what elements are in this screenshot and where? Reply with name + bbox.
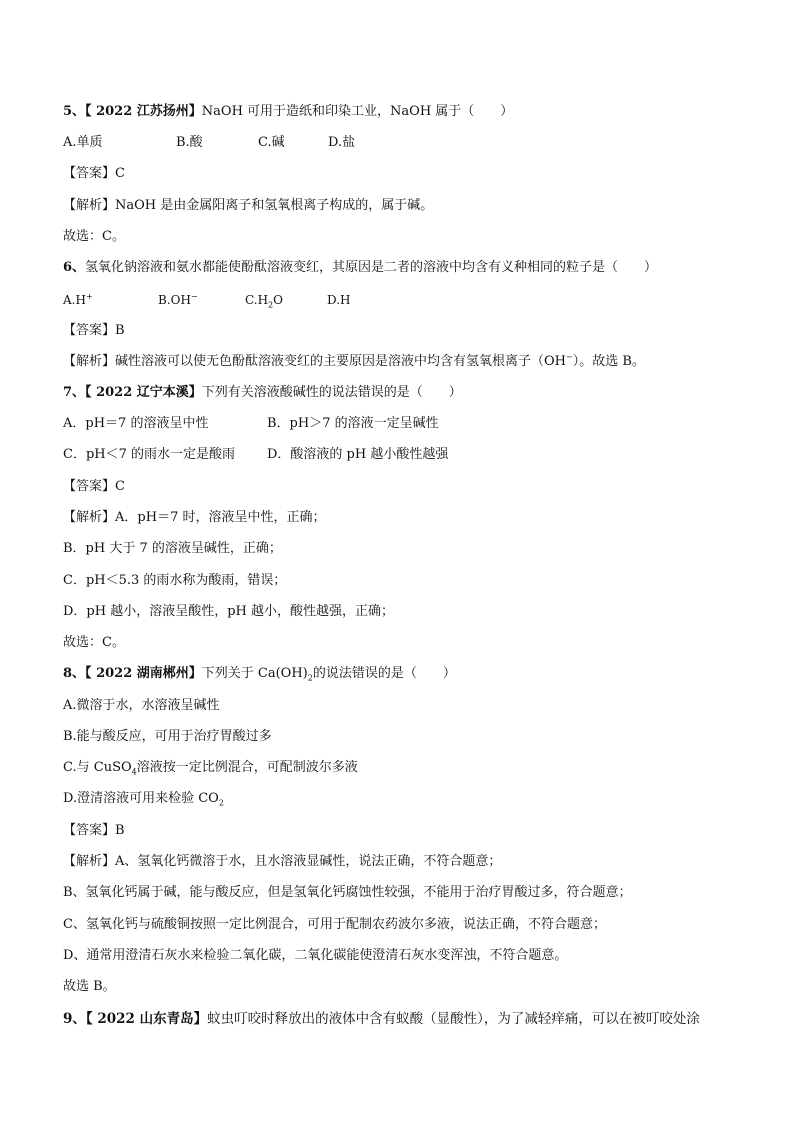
question-7-analysis-line: D．pH 越小，溶液呈酸性，pH 越小，酸性越强，正确； [63, 604, 395, 619]
question-6-options [63, 291, 754, 309]
question-5-conclusion: 故选：C。 [63, 229, 125, 244]
option-a: A.H+ [63, 292, 93, 307]
question-8-option-d: D.澄清溶液可用来检验 $CO_2$ [63, 791, 224, 808]
option-b: B.OH− [158, 292, 198, 307]
question-8-analysis: 【解析】A、氢氧化钙微溶于水，且水溶液显碱性，说法正确，不符合题意； [63, 854, 502, 869]
option-c: C.碱 [258, 135, 285, 150]
option-c: C．pH＜7 的雨水一定是酸雨 [63, 447, 236, 462]
question-5-answer: 【答案】C [63, 166, 125, 181]
option-b: B．pH＞7 的溶液一定呈碱性 [267, 416, 439, 431]
option-d: D．酸溶液的 pH 越小酸性越强 [267, 447, 449, 462]
question-source: 【 2022 山东青岛】 [85, 1011, 208, 1027]
question-8-option-c: C.与 CuSO$_4$溶液按一定比例混合，可配制波尔多液 [63, 760, 358, 777]
question-8-stem: 8、【 2022 湖南郴州】下列关于 $Ca(OH)_2$的说法错误的是（ ） [63, 666, 456, 683]
question-8-conclusion: 故选 B。 [63, 979, 116, 994]
question-6-analysis: 【解析】碱性溶液可以使无色酚酞溶液变红的主要原因是溶液中均含有氢氧根离子（OH−）。故选 B。 [63, 352, 645, 369]
option-b: B.酸 [176, 135, 203, 150]
question-8-option-b: B.能与酸反应，可用于治疗胃酸过多 [63, 729, 272, 744]
question-6-answer: 【答案】B [63, 323, 125, 338]
question-7-analysis: 【解析】A．pH＝7 时，溶液呈中性，正确； [63, 510, 326, 525]
option-a: A.单质 [63, 135, 103, 150]
question-5-stem: 5、【 2022 江苏扬州】NaOH 可用于造纸和印染工业，NaOH 属于（ ） [63, 104, 514, 119]
option-c: $C.H_2O$ [245, 293, 283, 310]
question-source: 【 2022 辽宁本溪】 [85, 385, 202, 400]
option-d: D.盐 [328, 135, 356, 150]
question-9-stem: 9、【 2022 山东青岛】蚊虫叮咬时释放出的液体中含有蚁酸（显酸性），为了减轻痒痛，可以在被叮咬处涂 [63, 1011, 700, 1027]
option-d: D.H [327, 293, 351, 307]
question-8-analysis-line: D、通常用澄清石灰水来检验二氧化碳，二氧化碳能使澄清石灰水变浑浊，不符合题意。 [63, 948, 568, 963]
question-7-answer: 【答案】C [63, 479, 125, 494]
question-8-analysis-line: C、氢氧化钙与硫酸铜按照一定比例混合，可用于配制农药波尔多液，说法正确，不符合题意； [63, 917, 606, 932]
question-8-option-a: A.微溶于水，水溶液呈碱性 [63, 698, 220, 713]
question-7-conclusion: 故选：C。 [63, 635, 125, 650]
question-source: 【 2022 江苏扬州】 [85, 104, 202, 119]
question-5-analysis: 【解析】NaOH 是由金属阳离子和氢氧根离子构成的，属于碱。 [63, 198, 434, 213]
question-8-analysis-line: B、氢氧化钙属于碱，能与酸反应，但是氢氧化钙腐蚀性较强，不能用于治疗胃酸过多，符合题意； [63, 885, 632, 900]
question-5-options [63, 134, 754, 152]
question-source: 【 2022 湖南郴州】 [85, 666, 202, 681]
question-7-stem: 7、【 2022 辽宁本溪】下列有关溶液酸碱性的说法错误的是（ ） [63, 385, 462, 400]
option-a: A．pH＝7 的溶液呈中性 [63, 416, 209, 431]
question-7-options-row-1 [63, 415, 754, 433]
question-7-analysis-line: B．pH 大于 7 的溶液呈碱性，正确； [63, 541, 282, 556]
question-8-answer: 【答案】B [63, 823, 125, 838]
question-7-analysis-line: C．pH＜5.3 的雨水称为酸雨，错误； [63, 573, 287, 588]
question-7-options-row-2 [63, 446, 754, 464]
question-6-stem: 6、氢氧化钠溶液和氨水都能使酚酞溶液变红，其原因是二者的溶液中均含有义种相同的粒子是（ ） [63, 260, 658, 275]
